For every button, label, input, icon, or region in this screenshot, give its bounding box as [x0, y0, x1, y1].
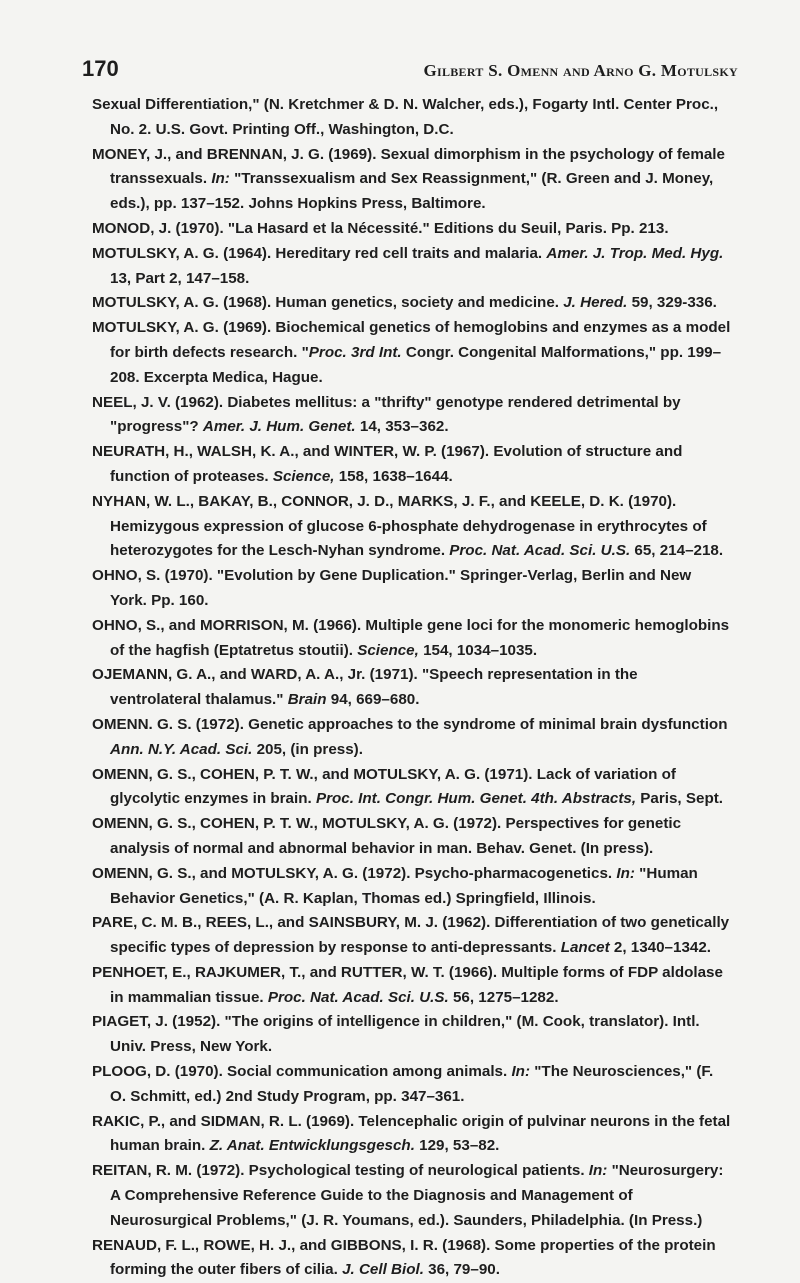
- reference-text: RENAUD, F. L., ROWE, H. J., and GIBBONS, I. R. (1968). Some properties of the protein forming the outer fibers of cilia.: [92, 1236, 716, 1279]
- reference-italic-text: Brain: [287, 691, 327, 709]
- running-head: Gilbert S. Omenn and Arno G. Motulsky: [423, 61, 738, 80]
- reference-italic-text: Amer. J. Hum. Genet.: [202, 418, 356, 436]
- reference-entry: [92, 291, 732, 316]
- reference-entry: [92, 713, 732, 763]
- reference-list: [92, 93, 732, 1283]
- reference-text: 56, 1275–1282.: [448, 988, 559, 1006]
- reference-text: MONEY, J., and BRENNAN, J. G. (1969). Sexual dimorphism in the psychology of female transsexuals.: [92, 145, 725, 188]
- reference-text: 36, 79–90.: [423, 1261, 500, 1279]
- reference-text: OMENN, G. S., COHEN, P. T. W., and MOTULSKY, A. G. (1971). Lack of variation of glycolytic enzymes in brain.: [92, 765, 676, 808]
- reference-italic-text: Proc. Nat. Acad. Sci. U.S.: [449, 542, 631, 560]
- reference-text: "Neurosurgery: A Comprehensive Reference Guide to the Diagnosis and Management of Neurosurgical Problems," (J. R. Youmans, ed.). Saunders, Philadelphia. (In Press.): [110, 1162, 724, 1229]
- reference-italic-text: In:: [211, 170, 230, 188]
- page-header: [82, 56, 738, 82]
- reference-text: MOTULSKY, A. G. (1964). Hereditary red cell traits and malaria.: [92, 244, 547, 262]
- reference-entry: [92, 490, 732, 564]
- reference-text: 129, 53–82.: [414, 1137, 500, 1155]
- reference-text: OMENN, G. S., COHEN, P. T. W., MOTULSKY, A. G. (1972). Perspectives for genetic analysis of normal and abnormal behavior in man. Behav. Genet. (In press).: [92, 815, 682, 857]
- reference-italic-text: In:: [616, 864, 635, 882]
- reference-text: Sexual Differentiation," (N. Kretchmer & D. N. Walcher, eds.), Fogarty Intl. Center Proc., No. 2. U.S. Govt. Printing Off., Washington, D.C.: [92, 96, 719, 138]
- reference-italic-text: In:: [588, 1162, 608, 1180]
- reference-entry: [92, 961, 732, 1011]
- reference-text: OMENN, G. S., and MOTULSKY, A. G. (1972). Psycho-pharmacogenetics.: [92, 864, 617, 882]
- reference-italic-text: Science,: [272, 467, 335, 485]
- reference-text: 94, 669–680.: [326, 691, 420, 709]
- reference-text: MOTULSKY, A. G. (1968). Human genetics, society and medicine.: [92, 294, 564, 312]
- reference-entry: [92, 862, 732, 912]
- reference-text: "Human Behavior Genetics," (A. R. Kaplan, Thomas ed.) Springfield, Illinois.: [110, 864, 698, 907]
- reference-text: 59, 329-336.: [627, 294, 717, 312]
- reference-italic-text: Science,: [357, 641, 419, 659]
- reference-text: OHNO, S., and MORRISON, M. (1966). Multiple gene loci for the monomeric hemoglobins of the hagfish (Eptatretus stoutii).: [92, 616, 730, 659]
- reference-text: 158, 1638–1644.: [334, 467, 453, 485]
- reference-entry: [92, 812, 732, 862]
- reference-text: MONOD, J. (1970). "La Hasard et la Nécessité." Editions du Seuil, Paris. Pp. 213.: [92, 219, 669, 237]
- reference-entry: [92, 1234, 732, 1283]
- reference-entry: [92, 911, 732, 961]
- reference-entry: [92, 1159, 732, 1233]
- reference-italic-text: In:: [511, 1063, 531, 1081]
- reference-text: 14, 353–362.: [355, 418, 449, 436]
- reference-entry: [92, 1010, 732, 1060]
- reference-text: PENHOET, E., RAJKUMER, T., and RUTTER, W. T. (1966). Multiple forms of FDP aldolase in mammalian tissue.: [92, 963, 723, 1006]
- reference-entry: [92, 391, 732, 441]
- page-number: 170: [82, 56, 119, 81]
- reference-entry: [92, 217, 732, 242]
- reference-entry: [92, 1110, 732, 1160]
- reference-entry: [92, 242, 732, 292]
- reference-text: "Transsexualism and Sex Reassignment," (R. Green and J. Money, eds.), pp. 137–152. Johns Hopkins Press, Baltimore.: [110, 170, 714, 213]
- reference-text: OJEMANN, G. A., and WARD, A. A., Jr. (1971). "Speech representation in the ventrolateral thalamus.": [92, 666, 638, 709]
- reference-text: NEURATH, H., WALSH, K. A., and WINTER, W. P. (1967). Evolution of structure and function of proteases.: [92, 443, 683, 485]
- reference-text: NEEL, J. V. (1962). Diabetes mellitus: a "thrifty" genotype rendered detrimental by "progress"?: [92, 393, 681, 436]
- reference-text: PLOOG, D. (1970). Social communication among animals.: [92, 1063, 512, 1081]
- reference-italic-text: Proc. 3rd Int.: [308, 343, 402, 361]
- reference-entry: [92, 316, 732, 390]
- reference-text: PARE, C. M. B., REES, L., and SAINSBURY, M. J. (1962). Differentiation of two genetically specific types of depression by response to anti-depressants.: [92, 914, 730, 957]
- reference-italic-text: Z. Anat. Entwicklungsgesch.: [209, 1137, 415, 1155]
- reference-italic-text: Lancet: [560, 939, 610, 957]
- reference-italic-text: Amer. J. Trop. Med. Hyg.: [546, 244, 724, 262]
- reference-entry: [92, 440, 732, 490]
- reference-text: MOTULSKY, A. G. (1969). Biochemical genetics of hemoglobins and enzymes as a model for birth defects research. ": [92, 319, 731, 361]
- reference-entry: [92, 614, 732, 664]
- reference-text: Paris, Sept.: [636, 790, 724, 808]
- reference-entry: [92, 143, 732, 217]
- reference-text: 205, (in press).: [252, 740, 363, 758]
- reference-text: REITAN, R. M. (1972). Psychological testing of neurological patients.: [92, 1162, 589, 1180]
- reference-text: "The Neurosciences," (F. O. Schmitt, ed.) 2nd Study Program, pp. 347–361.: [110, 1063, 714, 1105]
- reference-italic-text: J. Cell Biol.: [342, 1261, 424, 1279]
- reference-text: Congr. Congenital Malformations," pp. 199–208. Excerpta Medica, Hague.: [110, 343, 722, 386]
- reference-entry: [92, 93, 732, 143]
- reference-text: 154, 1034–1035.: [418, 641, 538, 659]
- reference-italic-text: J. Hered.: [563, 294, 628, 312]
- reference-italic-text: Ann. N.Y. Acad. Sci.: [110, 740, 253, 758]
- reference-entry: [92, 663, 732, 713]
- reference-text: 2, 1340–1342.: [609, 939, 712, 957]
- reference-text: 65, 214–218.: [630, 542, 724, 560]
- reference-text: OMENN. G. S. (1972). Genetic approaches to the syndrome of minimal brain dysfunction: [92, 715, 728, 733]
- reference-text: NYHAN, W. L., BAKAY, B., CONNOR, J. D., MARKS, J. F., and KEELE, D. K. (1970). Hemizygous expression of glucose 6-phosphate dehydrogenase in erythrocytes of heterozygotes for the Lesch-Nyhan syndrome.: [92, 492, 707, 560]
- reference-italic-text: Proc. Int. Congr. Hum. Genet. 4th. Abstracts,: [315, 790, 637, 808]
- reference-text: RAKIC, P., and SIDMAN, R. L. (1969). Telencephalic origin of pulvinar neurons in the fetal human brain.: [92, 1112, 731, 1155]
- reference-text: OHNO, S. (1970). "Evolution by Gene Duplication." Springer-Verlag, Berlin and New York. Pp. 160.: [92, 567, 692, 609]
- reference-italic-text: Proc. Nat. Acad. Sci. U.S.: [267, 988, 449, 1006]
- reference-entry: [92, 1060, 732, 1110]
- reference-entry: [92, 763, 732, 813]
- reference-entry: [92, 564, 732, 614]
- reference-text: 13, Part 2, 147–158.: [110, 269, 250, 287]
- reference-text: PIAGET, J. (1952). "The origins of intelligence in children," (M. Cook, translator). Intl. Univ. Press, New York.: [92, 1013, 700, 1056]
